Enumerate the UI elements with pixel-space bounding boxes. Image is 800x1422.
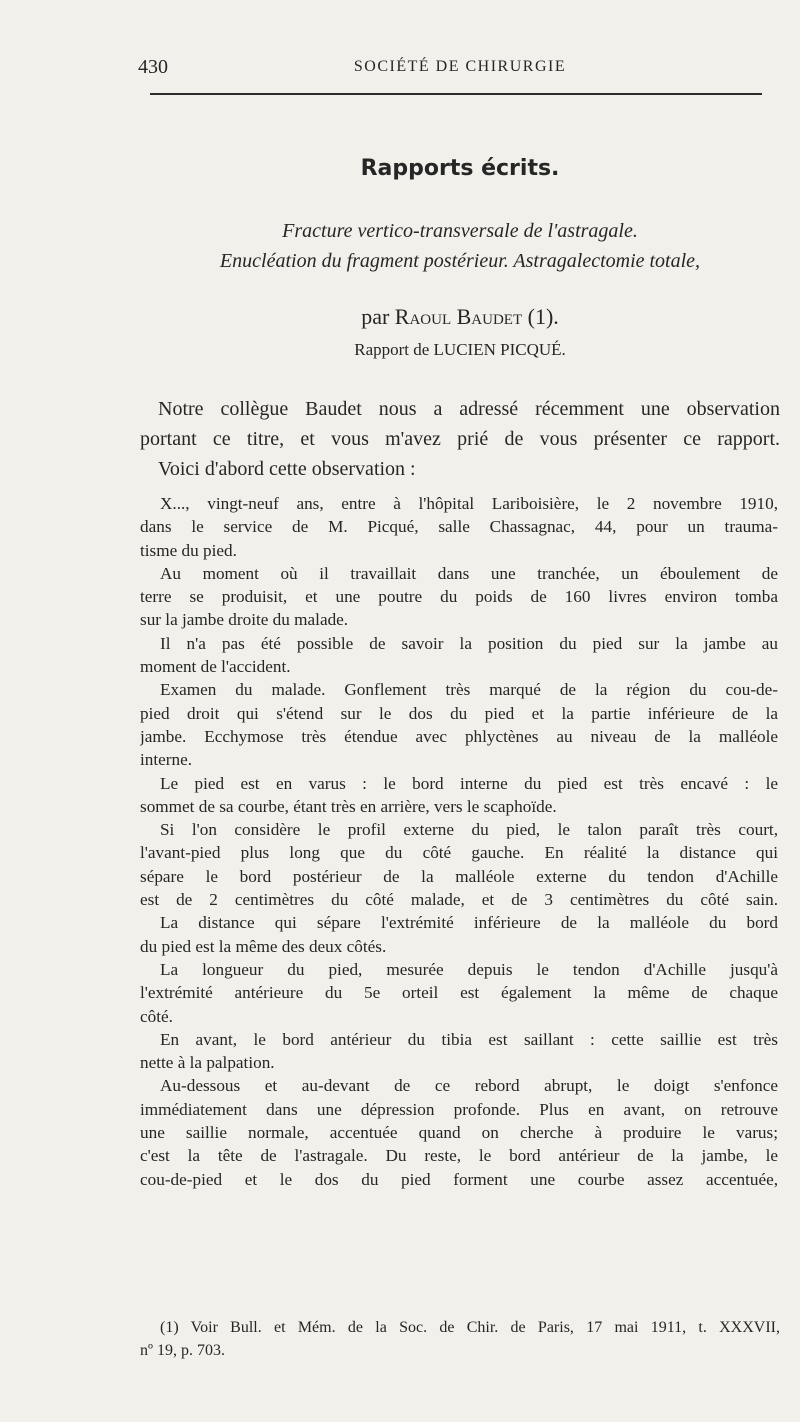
observation-line: interne. [140,750,193,770]
observation-line: Si l'on considère le profil externe du pied, le talon paraît très court, [160,820,778,840]
observation-line: est de 2 centimètres du côté malade, et de 3 centimètres du côté sain. [140,890,778,910]
observation-line: dans le service de M. Picqué, salle Chassagnac, 44, pour un trauma- [140,517,778,537]
intro-line: portant ce titre, et vous m'avez prié de vous présenter ce rapport. [140,428,780,450]
page-number: 430 [138,56,168,78]
byline-prefix: par [361,304,390,329]
running-title: SOCIÉTÉ DE CHIRURGIE [353,58,567,75]
observation-line: pied droit qui s'étend sur le dos du pied et la partie inférieure de la [140,703,778,723]
observation-line: l'avant-pied plus long que du côté gauche. En réalité la distance qui [140,843,778,863]
observation-line: nette à la palpation. [140,1053,275,1073]
observation-line: cou-de-pied et le dos du pied forment une courbe assez accentuée, [140,1169,778,1189]
intro-line: Voici d'abord cette observation : [158,458,416,480]
section-title: Rapports écrits. [360,156,560,181]
footnote-line: nº 19, p. 703. [140,1342,225,1359]
observation-line: l'extrémité antérieure du 5e orteil est également la même de chaque [140,983,778,1003]
observation-line: En avant, le bord antérieur du tibia est saillant : cette saillie est très [160,1029,778,1049]
report-attribution: Rapport de LUCIEN PICQUÉ. [354,340,566,359]
footnote-reference: (1). [527,304,559,329]
observation-line: terre se produisit, et une poutre du poids de 160 livres environ tomba [140,587,778,607]
observation-line: côté. [140,1006,173,1026]
observation-line: Examen du malade. Gonflement très marqué de la région du cou-de- [160,680,778,700]
observation-text [140,492,778,1191]
footnote [140,1316,780,1362]
observation-line: Au-dessous et au-devant de ce rebord abrupt, le doigt s'enfonce [160,1076,778,1096]
byline [140,304,780,330]
observation-line: La longueur du pied, mesurée depuis le tendon d'Achille jusqu'à [160,959,778,979]
observation-line: Au moment où il travaillait dans une tranchée, un éboulement de [160,563,778,583]
footnote-line: (1) Voir Bull. et Mém. de la Soc. de Chir. de Paris, 17 mai 1911, t. XXXVII, [160,1319,780,1336]
observation-line: sur la jambe droite du malade. [140,610,349,630]
observation-line: une saillie normale, accentuée quand on cherche à produire le varus; [140,1123,778,1143]
header-rule [150,93,762,95]
running-head [138,52,762,82]
observation-line: La distance qui sépare l'extrémité inférieure de la malléole du bord [160,913,778,933]
article-title-line-1: Fracture vertico-transversale de l'astragale. [282,220,638,242]
observation-line: jambe. Ecchymose très étendue avec phlyctènes au niveau de la malléole [140,726,778,746]
article-title-line-2: Enucléation du fragment postérieur. Astragalectomie totale, [219,250,701,272]
observation-line: sommet de sa courbe, étant très en arrière, vers le scaphoïde. [140,796,557,816]
author-name: Raoul Baudet [394,304,523,329]
observation-line: moment de l'accident. [140,657,291,677]
observation-line: tisme du pied. [140,540,237,560]
observation-line: sépare le bord postérieur de la malléole externe du tendon d'Achille [140,866,778,886]
intro-line: Notre collègue Baudet nous a adressé récemment une observation [158,398,780,420]
observation-line: Le pied est en varus : le bord interne du pied est très encavé : le [160,773,778,793]
observation-line: X..., vingt-neuf ans, entre à l'hôpital Lariboisière, le 2 novembre 1910, [160,494,778,513]
observation-line: immédiatement dans une dépression profonde. Plus en avant, on retrouve [140,1099,778,1119]
observation-line: du pied est la même des deux côtés. [140,936,387,956]
observation-line: c'est la tête de l'astragale. Du reste, le bord antérieur de la jambe, le [140,1146,778,1166]
observation-line: Il n'a pas été possible de savoir la position du pied sur la jambe au [160,633,778,653]
intro-paragraph [140,394,780,484]
